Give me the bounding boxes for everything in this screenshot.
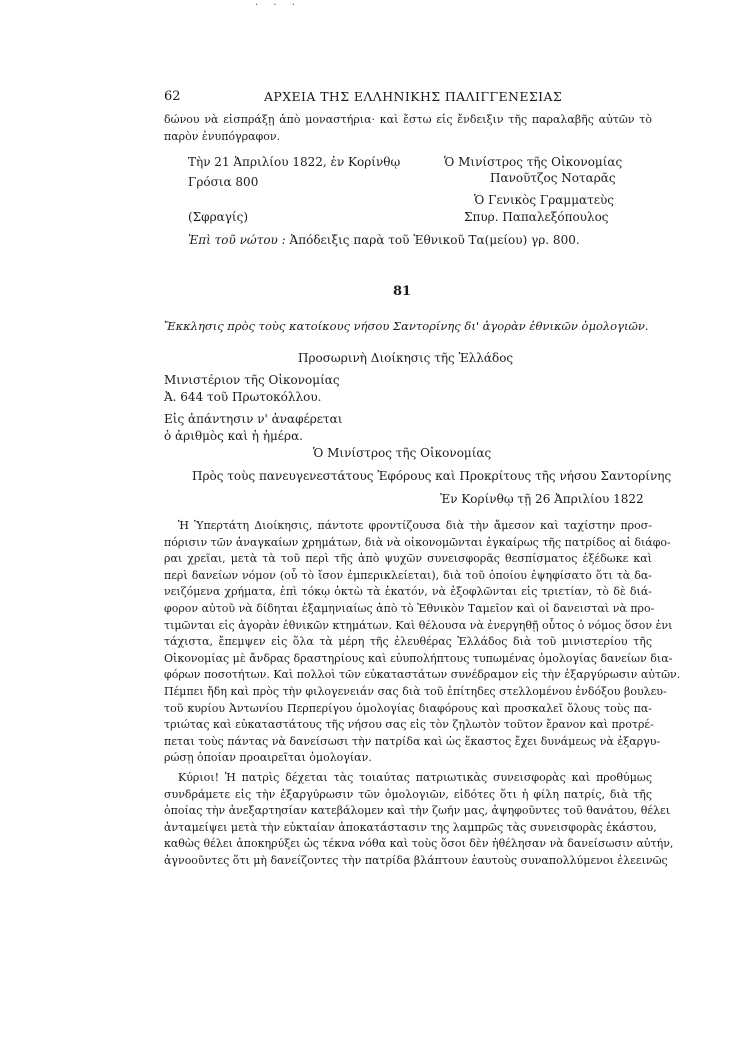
reply-instruction: ὁ ἀριθμὸς καὶ ἡ ἡμέρα. xyxy=(164,429,303,443)
text-line: Κύριοι! Ἡ πατρὶς δέχεται τὰς τοιαύτας πατριωτικὰς συνεισφορὰς καὶ προθύμως xyxy=(178,771,652,784)
document-number: 81 xyxy=(393,284,412,299)
text-line: περὶ δανείων νόμον (οὗ τὸ ἴσον ἐμπερικλείεται), διὰ τοῦ ὁποίου ἐψηφίσατο ὅτι τὰ δα- xyxy=(164,568,652,582)
text-line: Πέμπει ἤδη καὶ πρὸς τὴν φιλογενειάν σας διὰ τοῦ ἐπίτηδες στελλομένου ἐνδόξου βουλευ- xyxy=(164,684,667,698)
text-line: φόρων ποσοτήτων. Καὶ πολλοὶ τῶν εὐκαταστάτων συνέδραμον εἰς τὴν ἐξαργύρωσιν αὐτῶν. xyxy=(164,668,681,682)
text-line: πόρισιν τῶν ἀναγκαίων χρημάτων, διὰ νὰ οἰκονομῶνται ἐγκαίρως τῆς πατρίδος αἱ διάφο- xyxy=(164,535,671,549)
body-paragraph xyxy=(164,770,674,870)
signer-minister-title: Ὁ Μινίστρος τῆς Οἰκονομίας xyxy=(444,155,623,169)
text-line: Ἡ Ὑπερτάτη Διοίκησις, πάντοτε φροντίζουσα διὰ τὴν ἄμεσον καὶ ταχίστην προσ- xyxy=(178,519,652,532)
issuing-government: Προσωρινὴ Διοίκησις τῆς Ἑλλάδος xyxy=(298,351,514,365)
seal-note: (Σφραγίς) xyxy=(188,210,249,224)
previous-document-closing xyxy=(164,112,652,145)
text-line: φορον αὐτοῦ νὰ δίδηται ἑξαμηνιαίως ἀπὸ τὸ Ἐθνικὸν Ταμεῖον καὶ οἱ δανεισταὶ νὰ προ- xyxy=(164,601,655,615)
text-line: ρώσῃ ὁποίαν προαιρεῖται ὁμολογίαν. xyxy=(164,751,372,765)
verso-label: Ἐπὶ τοῦ νώτου : xyxy=(188,233,286,247)
text-line: Οἰκονομίας μὲ ἄνδρας δραστηρίους καὶ εὐυπολήπτους τυπωμένας ὁμολογίας δανείων δια- xyxy=(164,651,673,665)
text-line: τριώτας καὶ εὐκαταστάτους τῆς νήσου σας εἰς τὸν ζηλωτὸν τοῦτον ἔρανον καὶ προτρέ- xyxy=(164,718,654,732)
text-line: τιμῶνται εἰς ἀγορὰν ἐθνικῶν κτημάτων. Καὶ θέλουσα νὰ ἐνεργηθῇ οὗτος ὁ νόμος ὅσον ἐνι xyxy=(164,618,673,632)
running-title: ΑΡΧΕΙΑ ΤΗΣ ΕΛΛΗΝΙΚΗΣ ΠΑΛΙΓΓΕΝΕΣΙΑΣ xyxy=(264,89,563,104)
text-line: ἀνταμείψει μετὰ τὴν εὐκταίαν ἀποκατάστασιν της λαμπρῶς τὰς συνεισφορὰς ἑκάστου, xyxy=(164,820,657,834)
body-paragraph xyxy=(164,518,681,767)
verso-note xyxy=(188,233,580,247)
page-number: 62 xyxy=(164,89,181,104)
text-line: πεται τοὺς πάντας νὰ δανείσωσι τὴν πατρίδα καὶ ὡς ἕκαστος ἔχει δυνάμεως νὰ ἐξαργυ- xyxy=(164,734,661,748)
text-line: ὁποίας τὴν ἀνεξαρτησίαν κατεβάλομεν καὶ τὴν ζωήν μας, ἀψηφοῦντες τοῦ θανάτου, θέλει xyxy=(164,804,671,818)
verso-text: Ἀπόδειξις παρὰ τοῦ Ἐθνικοῦ Τα(μείου) γρ. 800. xyxy=(289,233,580,247)
text-line: τοῦ κυρίου Ἀντωνίου Περπερίγου ὁμολογίας διαφόρους καὶ προσκαλεῖ ὅλους τοὺς πα- xyxy=(164,701,652,715)
dateline: Ἐν Κορίνθῳ τῇ 26 Ἀπριλίου 1822 xyxy=(440,492,644,506)
text-line: δώνου νὰ εἰσπράξῃ ἀπὸ μοναστήρια· καὶ ἔστω εἰς ἔνδειξιν τῆς παραλαβῆς αὐτῶν τὸ xyxy=(164,113,652,126)
signer-secretary-name: Σπυρ. Παπαλεξόπουλος xyxy=(464,210,609,224)
text-line: ραι χρεῖαι, μετὰ τὰ τοῦ περὶ τῆς ἀπὸ ψυχῶν συνεισφορᾶς θεσπίσματος ἐξέδωκε καὶ xyxy=(164,552,652,566)
issuing-ministry: Μινιστέριον τῆς Οἰκονομίας xyxy=(164,373,340,387)
top-scan-marks: · · · xyxy=(255,0,301,11)
addressee: Πρὸς τοὺς πανευγενεστάτους Ἐφόρους καὶ Προκρίτους τῆς νήσου Σαντορίνης xyxy=(192,469,672,483)
reply-instruction: Εἰς ἀπάντησιν ν' ἀναφέρεται xyxy=(164,412,343,426)
protocol-number: Ἀ. 644 τοῦ Πρωτοκόλλου. xyxy=(164,390,322,404)
sender: Ὁ Μινίστρος τῆς Οἰκονομίας xyxy=(313,446,492,460)
receipt-date-place: Τὴν 21 Ἀπριλίου 1822, ἐν Κορίνθῳ xyxy=(188,155,401,169)
text-line: παρὸν ἐνυπόγραφον. xyxy=(164,129,281,143)
text-line: καθὼς θέλει ἀποκηρύξει ὡς τέκνα νόθα καὶ τοὺς ὅσοι δὲν ἠθέλησαν νὰ δανείσωσιν αὐτήν, xyxy=(164,837,674,851)
text-line: τάχιστα, ἔπεμψεν εἰς ὅλα τὰ μέρη τῆς ἐλευθέρας Ἑλλάδος διὰ τοῦ μινιστερίου τῆς xyxy=(164,635,652,649)
text-line: νειζόμενα χρήματα, ἐπὶ τόκῳ ὀκτὼ τὰ ἑκατόν, νὰ ἐξοφλῶνται εἰς τριετίαν, τὸ δὲ διά- xyxy=(164,585,652,599)
text-line: ἀγνοοῦντες ὅτι μὴ δανείζοντες τὴν πατρίδα βλάπτουν ἑαυτοὺς συναπολλύμενοι ἐλεεινῶς xyxy=(164,853,668,867)
signer-minister-name: Πανοῦτζος Νοταρᾶς xyxy=(490,171,616,185)
signer-secretary-title: Ὁ Γενικὸς Γραμματεὺς xyxy=(474,193,614,207)
receipt-amount: Γρόσια 800 xyxy=(188,175,259,189)
document-heading: Ἔκκλησις πρὸς τοὺς κατοίκους νήσου Σαντορίνης δι' ἀγορὰν ἐθνικῶν ὁμολογιῶν. xyxy=(164,319,649,333)
text-line: συνδράμετε εἰς τὴν ἐξαργύρωσιν τῶν ὁμολογιῶν, εἰδότες ὅτι ἡ φίλη πατρίς, διὰ τῆς xyxy=(164,787,652,801)
